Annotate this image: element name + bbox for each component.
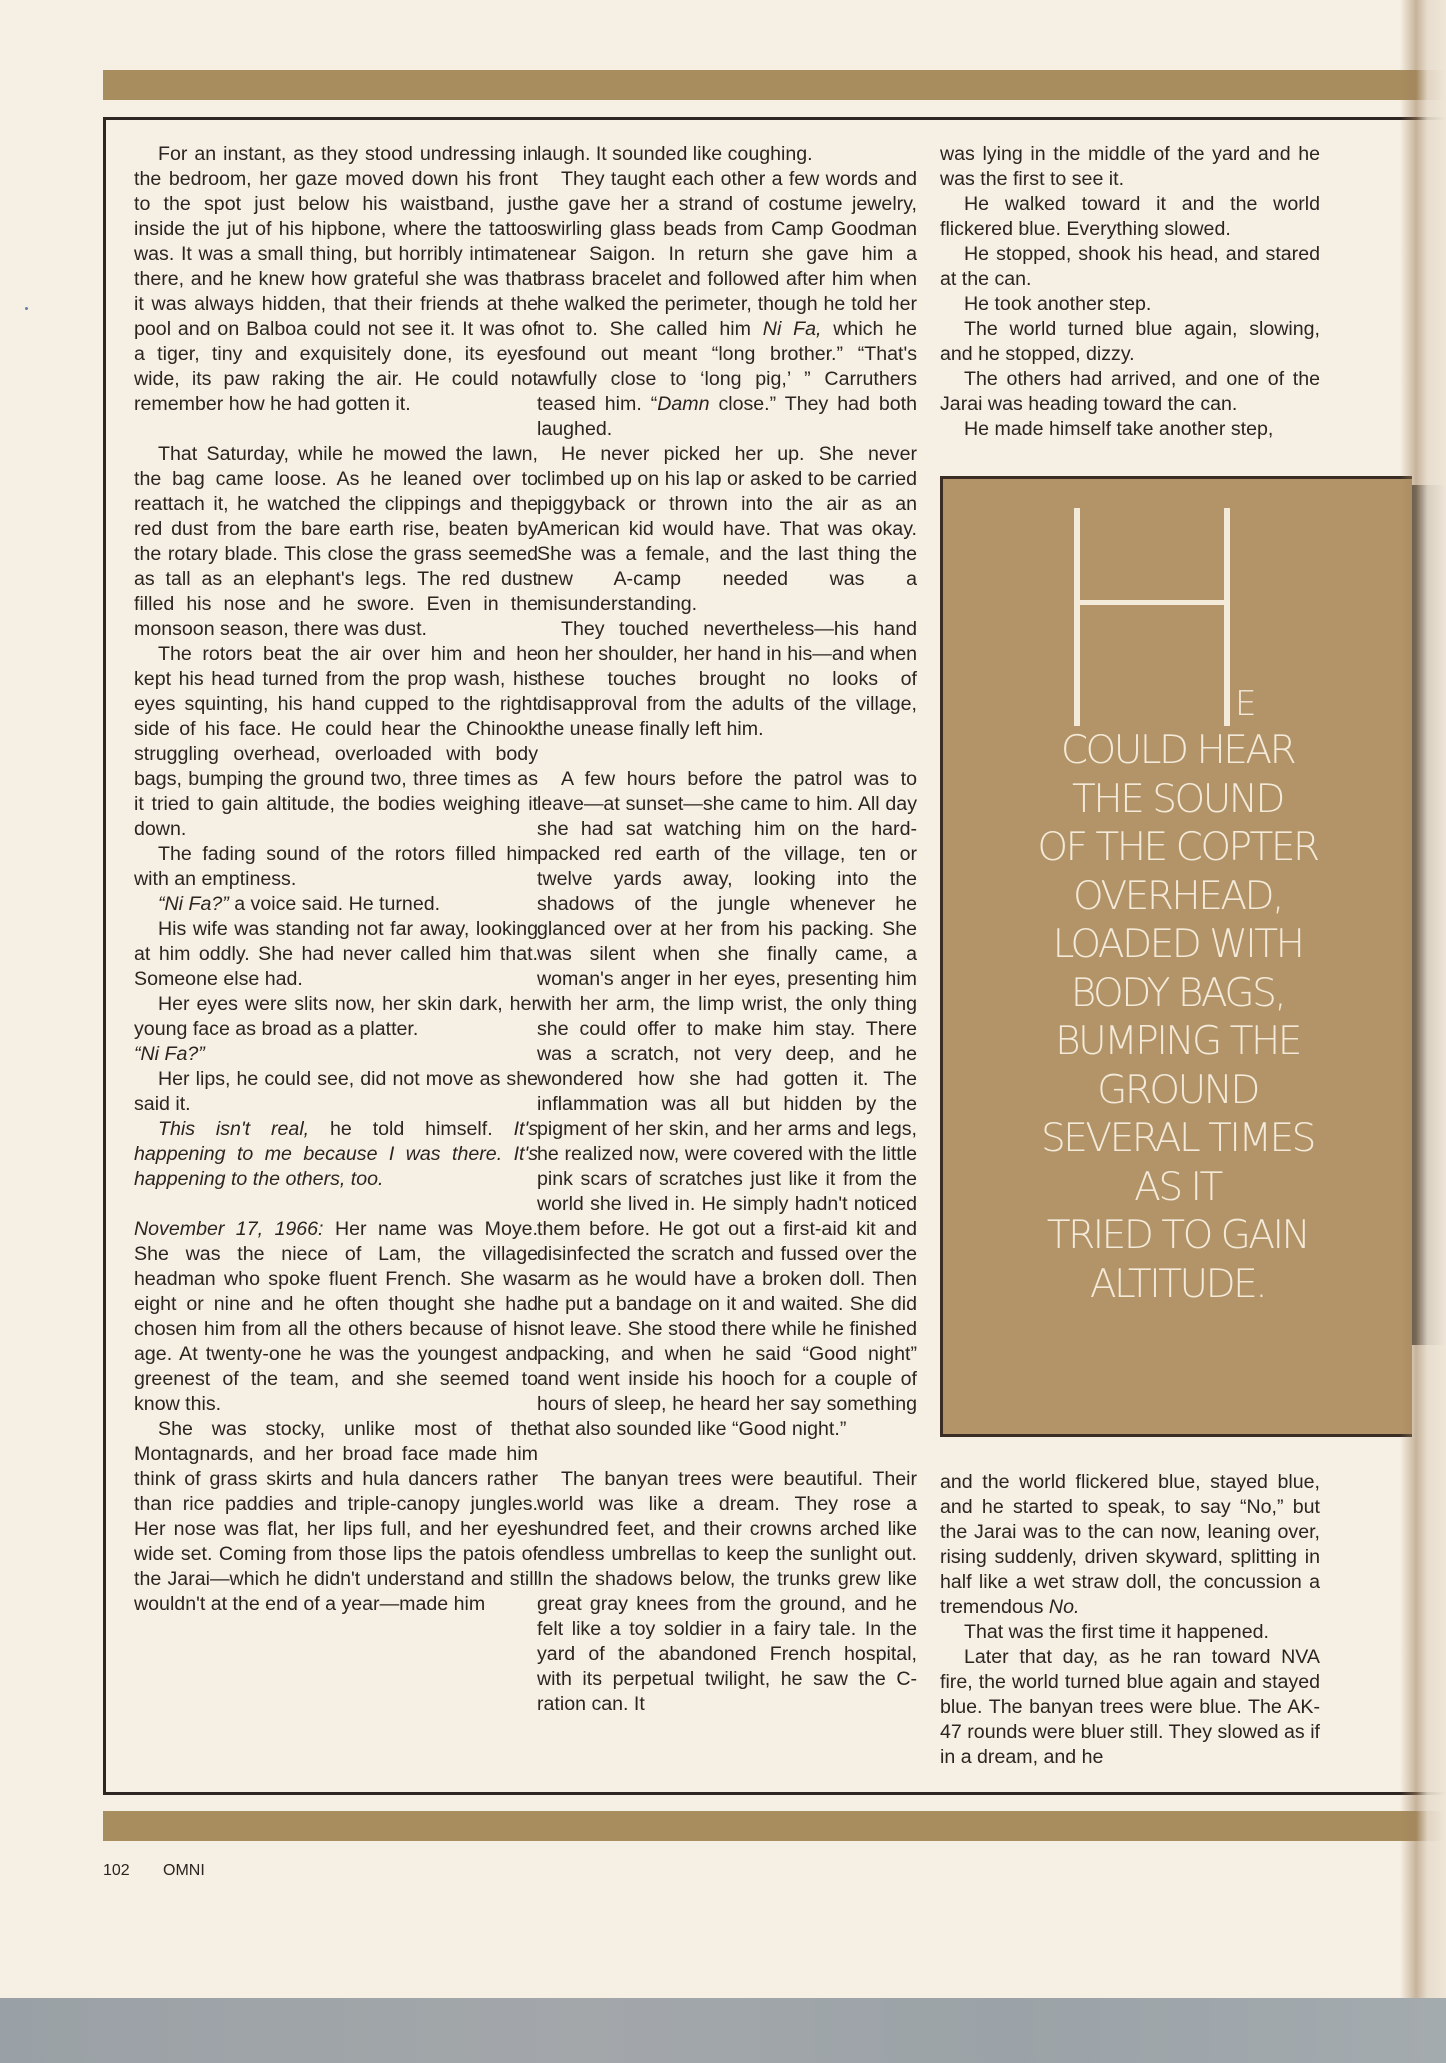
paragraph: The world turned blue again, slowing, and he stopped, dizzy. [940,318,1320,365]
pull-quote-line: BODY BAGS, [1070,970,1285,1016]
paragraph: was lying in the middle of the yard and he was the first to see it. [940,143,1320,190]
paragraph [134,892,538,917]
paragraph: Later that day, as he ran toward NVA fire, the world turned blue again and stayed blue. The banyan trees were blue. The AK-47 rounds were bluer still. They slowed as if in a dream, and he [940,1646,1320,1768]
pull-quote-line: THE SOUND [1072,776,1283,822]
paragraph [134,1117,538,1192]
pull-quote-line: OVERHEAD, [1072,873,1282,919]
pull-quote-line: LOADED WITH [1052,922,1303,967]
paragraph [537,167,917,442]
column-right-bottom [940,1470,1320,1770]
top-gold-band [103,70,1446,100]
pull-quote-line: AS IT [1134,1164,1221,1210]
italic-dialogue: “Ni Fa?” [158,893,229,915]
paragraph-text: and the world flickered blue, stayed blue, and he started to speak, to say “No,” but the Jarai was to the can now, leaning over, rising suddenly, driven skyward, splitting in half like a wet straw doll, the concussion a tremendous [940,1471,1320,1618]
pull-quote-line: COULD HEAR [1060,728,1295,773]
paragraph-text: They taught each other a few words and he gave her a strand of costume jewelry, swirling glass beads from Camp Goodman near Saigon. In return she gave him a brass bracelet and followed after him when he walked the perimeter, though he told her not to. She called him [537,168,917,340]
paragraph [134,1217,538,1417]
column-right-top [940,142,1320,442]
paragraph: He made himself take another step, [964,418,1274,440]
italic-word: No. [1048,1596,1080,1618]
italic-dialogue: “Ni Fa?” [134,1043,205,1065]
paragraph: She was stocky, unlike most of the Montagnards, and her broad face made him think of grass skirts and hula dancers rather than rice paddies and triple-canopy jungles. Her nose was flat, her lips full, and her eyes wide set. Coming from those lips the patois of the Jarai—which he didn't understand and still wouldn't at the end of a year—made him [134,1418,538,1615]
paragraph: They touched nevertheless—his hand on her shoulder, her hand in his—and when these touches brought no looks of disapproval from the adults of the village, the unease finally left him. [537,618,917,740]
paragraph-text: close.” They had both laughed. [537,393,917,440]
column-middle [537,142,917,1717]
paragraph: For an instant, as they stood undressing in the bedroom, her gaze moved down his front to the spot just below his waistband, just inside the jut of his hipbone, where the tattoo was. It was a small thing, but horribly intimate there, and he knew how grateful she was that it was always hidden, that their friends at the pool and on Balboa could not see it. It was of a tiger, tiny and exquisitely done, its eyes wide, its paw raking the air. He could not remember how he had gotten it. [134,143,538,415]
binding-shadow [1400,0,1446,1998]
paragraph: The fading sound of the rotors filled him with an emptiness. [134,843,538,890]
pull-quote-line: ALTITUDE. [1089,1261,1266,1307]
paragraph [940,1470,1320,1620]
paragraph: A few hours before the patrol was to leave—at sunset—she came to him. All day she had sat watching him on the hard-packed red earth of the village, ten or twelve yards away, looking into the shadows of the jungle whenever he glanced over at her from his packing. She was silent when she finally came, a woman's anger in her eyes, presenting him with her arm, the limp wrist, the only thing she could offer to make him stay. There was a scratch, not very deep, and he wondered how she had gotten it. The inflammation was all but hidden by the pigment of her skin, and her arms and legs, he realized now, were covered with the little pink scars of scratches just like it from the world she lived in. He simply hadn't noticed them before. He got out a first-aid kit and disinfected the scratch and fussed over the arm as he would have a broken doll. Then he put a bandage on it and waited. She did not leave. She stood there while he finished packing, and when he said “Good night” and went inside his hooch for a couple of hours of sleep, he heard her say something that also sounded like “Good night.” [537,768,917,1440]
pull-quote-text [943,727,1412,1309]
paragraph-text: which he found out meant “long brother.” “That's awfully close to ‘long pig,’ ” Carruthers teased him. “ [537,318,917,415]
paragraph: That Saturday, while he mowed the lawn, the bag came loose. As he leaned over to reattach it, he watched the clippings and the red dust from the bare earth rise, beaten by the rotary blade. This close the grass seemed as tall as an elephant's legs. The red dust filled his nose and he swore. Even in the monsoon season, there was dust. [134,443,538,640]
italic-name: Ni Fa, [762,318,822,340]
paragraph: That was the first time it happened. [964,1621,1269,1643]
paragraph-text: a voice said. He turned. [228,893,441,915]
paragraph: He walked toward it and the world flickered blue. Everything slowed. [940,193,1320,240]
pull-quote [940,476,1412,1437]
paper-speck [25,307,28,310]
paragraph: He never picked her up. She never climbed up on his lap or asked to be carried piggyback or thrown into the air as an American kid would have. That was okay. She was a female, and the last thing the new A-camp needed was a misunderstanding. [537,443,917,615]
pull-quote-line: OF THE COPTER [1037,825,1318,870]
pull-quote-line: BUMPING THE [1055,1019,1300,1064]
column-left [134,142,538,1617]
italic-thought: It's happening to me because I was there. It's happening to the others, too. [134,1118,538,1190]
paragraph: His wife was standing not far away, looking at him oddly. She had never called him that. Someone else had. [134,918,538,990]
paragraph: The rotors beat the air over him and he kept his head turned from the prop wash, his eyes squinting, his hand cupped to the right side of his face. He could hear the Chinook struggling overhead, overloaded with body bags, bumping the ground two, three times as it tried to gain altitude, the bodies weighing it down. [134,643,538,840]
bottom-gold-band [103,1811,1446,1841]
magazine-name: OMNI [163,1862,205,1879]
paragraph: The banyan trees were beautiful. Their world was like a dream. They rose a hundred feet, and their crowns arched like endless umbrellas to keep the sunlight out. In the shadows below, the trunks grew like great gray knees from the ground, and he felt like a toy soldier in a fairy tale. In the yard of the abandoned French hospital, with its perpetual twilight, he saw the C-ration can. It [537,1468,917,1715]
paragraph: The others had arrived, and one of the Jarai was heading toward the can. [940,368,1320,415]
drop-cap-h [1074,508,1230,726]
paragraph: laugh. It sounded like coughing. [537,143,813,165]
italic-word: Damn [657,393,710,415]
drop-cap-rest: E [1235,684,1257,724]
page-number: 102 [103,1862,130,1879]
pull-quote-line: TRIED TO GAIN [1046,1213,1309,1258]
pull-quote-line: SEVERAL TIMES [1041,1116,1314,1161]
paragraph [134,1042,538,1067]
scanner-background [0,1998,1446,2063]
paragraph: Her eyes were slits now, her skin dark, her young face as broad as a platter. [134,993,538,1040]
italic-date: November 17, 1966: [134,1218,324,1240]
paragraph: He stopped, shook his head, and stared at the can. [940,243,1320,290]
pull-quote-line: GROUND [1097,1067,1258,1113]
paragraph-text: Her name was Moye. She was the niece of Lam, the village headman who spoke fluent French. She was eight or nine and he often thought she had chosen him from all the others because of his age. At twenty-one he was the youngest and greenest of the team, and she seemed to know this. [134,1218,539,1415]
italic-thought: This isn't real, [158,1118,310,1140]
paragraph: He took another step. [964,293,1152,315]
paragraph-text: he told himself. [309,1118,514,1140]
paragraph: Her lips, he could see, did not move as she said it. [134,1068,538,1115]
